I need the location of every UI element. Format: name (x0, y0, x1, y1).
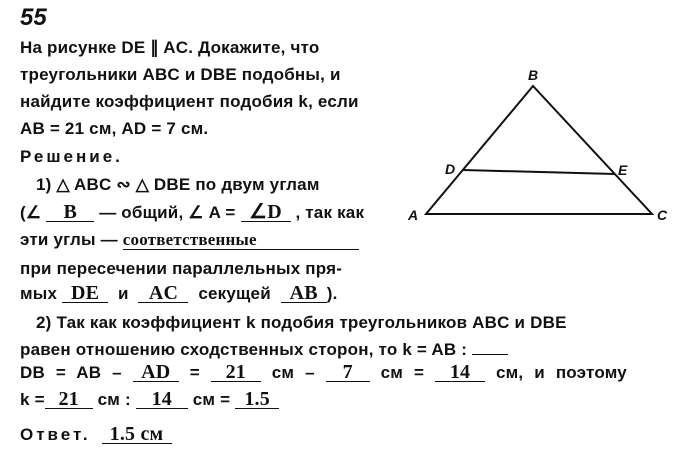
vertex-label-d: D (445, 161, 456, 177)
answer-blank-7: 7 (326, 363, 370, 382)
statement-line-3: найдите коэффициент подобия k, если (20, 92, 359, 111)
answer-blank-empty (472, 354, 508, 355)
step2-line-3-suffix: см, и поэтому (495, 363, 627, 382)
step1-line-e (20, 284, 338, 304)
answer-blank-k-21: 21 (45, 390, 93, 409)
step2-line-3-minus: см – (271, 363, 315, 382)
answer-row (20, 425, 172, 445)
answer-blank-common-angle: B (46, 203, 94, 222)
answer-blank-parallel-1: DE (62, 284, 108, 303)
step1-e-prefix: мых (20, 284, 58, 303)
step2-line-3 (20, 363, 627, 383)
step2-line-4-colon: см : (97, 390, 131, 409)
step1-line-b (20, 203, 364, 223)
step2-line-2-text: равен отношению сходственных сторон, то k = AB : (20, 340, 468, 359)
answer-blank-k-result: 1.5 (235, 390, 279, 409)
step2-line-4 (20, 390, 279, 410)
answer-blank-ad: AD (133, 363, 179, 382)
answer-blank-angle-kind: соответственные (123, 231, 359, 250)
step1-c-prefix: эти углы — (20, 230, 118, 249)
answer-blank-21: 21 (211, 363, 261, 382)
triangle-abc (426, 86, 652, 214)
step1-line-a: 1) △ ABC ∾ △ DBE по двум углам (36, 175, 320, 194)
answer-blank-equal-angle: ∠D (241, 203, 291, 222)
answer-label: Ответ. (20, 425, 91, 444)
problem-number: 55 (20, 4, 47, 31)
answer-blank-k-14: 14 (136, 390, 188, 409)
statement-line-4: AB = 21 см, AD = 7 см. (20, 119, 209, 138)
answer-value: 1.5 см (102, 425, 172, 444)
step2-line-3-eq: = (189, 363, 200, 382)
step1-b-suffix: , так как (295, 203, 365, 222)
step2-line-1: 2) Так как коэффициент k подобия треугольников ABC и DBE (36, 313, 567, 332)
step2-line-2 (20, 340, 508, 360)
step1-e-and: и (117, 284, 129, 303)
answer-blank-secant: AB (281, 284, 327, 303)
statement-line-2: треугольники ABC и DBE подобны, и (20, 65, 341, 84)
step1-line-c (20, 230, 359, 250)
step2-line-4-k: k = (20, 390, 45, 409)
step1-line-d: при пересечении параллельных пря- (20, 259, 343, 278)
step1-e-secant: секущей (198, 284, 271, 303)
triangle-figure (400, 62, 685, 232)
step2-line-3-unit-eq: см = (380, 363, 425, 382)
answer-blank-parallel-2: AC (138, 284, 188, 303)
vertex-label-e: E (618, 162, 628, 178)
segment-de (463, 170, 615, 174)
step2-line-3-prefix: DB = AB – (20, 363, 122, 382)
vertex-label-a: A (408, 207, 419, 223)
step2-line-4-unit-eq: см = (192, 390, 231, 409)
step1-b-mid: — общий, ∠ A = (99, 203, 236, 222)
solution-heading: Решение. (20, 147, 123, 166)
step1-b-prefix: (∠ (20, 203, 42, 222)
vertex-label-b: B (528, 67, 539, 83)
step1-e-close: ). (326, 284, 338, 303)
answer-blank-14: 14 (435, 363, 485, 382)
vertex-label-c: C (657, 207, 668, 223)
statement-line-1: На рисунке DE ∥ AC. Докажите, что (20, 38, 320, 57)
